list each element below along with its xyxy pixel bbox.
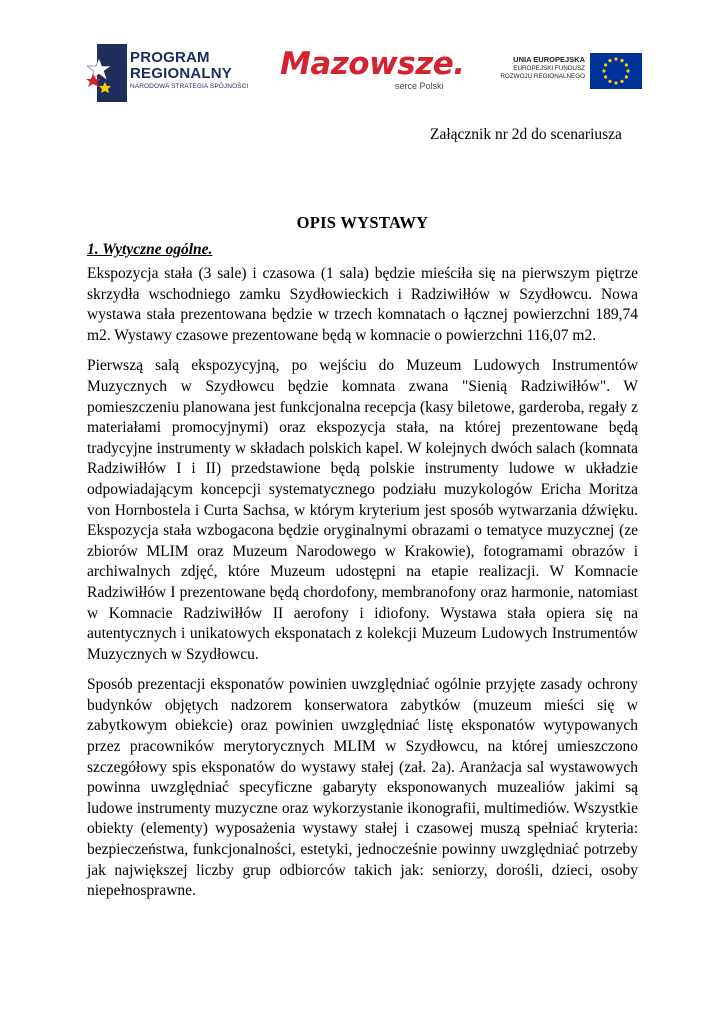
paragraph-3: Sposób prezentacji eksponatów powinien uwzględniać ogólnie przyjęte zasady ochrony budynków objętych nadzorem konserwatora zabytków (muzeum mieści się w zabytkowym obiekcie) oraz powinien uwzględniać listę eksponatów wytypowanych przez pracowników merytorycznych MLIM w Szydłowcu, na której umieszczono szczegółowy spis eksponatów do wystawy stałej (zał. 2a). Aranżacja sal wystawowych powinna uwzględniać specyficzne gabaryty eksponowanych muzealiów jakimi są ludowe instrumenty muzyczne oraz wykorzystanie ikonografii, multimediów. Wszystkie obiekty (elementy) wyposażenia wystawy stałej i czasowej muszą spełniać kryteria: bezpieczeństwa, funkcjonalności, estetyki, jednocześnie powinny uwzględniać potrzeby jak największej liczby grup odbiorców takich jak: seniorzy, dorośli, dzieci, osoby niepełnosprawne. [87, 676, 638, 900]
eu-logo-line1: UNIA EUROPEJSKA [513, 55, 585, 64]
paragraph-2: Pierwszą salą ekspozycyjną, po wejściu do Muzeum Ludowych Instrumentów Muzycznych w Szydłowcu będzie komnata zwana "Sienią Radziwiłłów". W pomieszczeniu planowana jest funkcjonalna recepcja (kasy biletowe, garderoba, regały z materiałami promocyjnymi) oraz ekspozycja stała, na której prezentowane będą tradycyjne instrumenty w składach polskich kapel. W kolejnych dwóch salach (komnata Radziwiłłów I i II) przedstawione będą polskie instrumenty ludowe w układzie odpowiadającym koncepcji systematycznego podziału muzykologów Ericha Moritza von Hornbostela i Curta Sachsa, w którym kryterium jest sposób wytwarzania dźwięku. Ekspozycja stała wzbogacona będzie oryginalnymi obrazami o tematyce muzycznej (ze zbiorów MLIM oraz Muzeum Narodowego w Krakowie), fotogramami obrazów i archiwalnych zdjęć, które Muzeum udostępni na etapie realizacji. W Komnacie Radziwiłłów I prezentowane będą chordofony, membranofony oraz harmonie, natomiast w Komnacie Radziwiłłów II aerofony i idiofony. Wystawa stała opiera się na autentycznych i unikatowych eksponatach z kolekcji Muzeum Ludowych Instrumentów Muzycznych w Szydłowcu. [87, 357, 638, 663]
program-regionalny-logo [85, 44, 270, 102]
eu-logo [490, 53, 640, 93]
paragraph-1: Ekspozycja stała (3 sale) i czasowa (1 sala) będzie mieściła się na pierwszym piętrze skrzydła wschodniego zamku Szydłowieckich i Radziwiłłów w Szydłowcu. Nowa wystawa stała prezentowana będzie w trzech komnatach o łącznej powierzchni 189,74 m2. Wystawy czasowe prezentowane będą w komnacie o powierzchni 116,07 m2. [87, 265, 638, 344]
page-title: OPIS WYSTAWY [296, 213, 429, 232]
program-logo-line3: NARODOWA STRATEGIA SPÓJNOŚCI [130, 83, 249, 90]
section-heading: 1. Wytyczne ogólne. [87, 241, 213, 258]
eu-logo-text [490, 55, 585, 81]
document-body [87, 264, 638, 912]
mazowsze-subtitle: serce Polski [395, 81, 444, 91]
mazowsze-logo [280, 46, 470, 102]
program-logo-text [130, 50, 248, 92]
program-logo-line1: PROGRAM [130, 49, 210, 66]
mazowsze-wordmark: Mazowsze. [280, 46, 465, 82]
program-star-icon [85, 44, 127, 102]
eu-logo-line2: EUROPEJSKI FUNDUSZ [513, 65, 585, 72]
eu-flag-icon [590, 53, 642, 89]
program-logo-line2: REGIONALNY [130, 65, 233, 82]
logo-bar [85, 36, 645, 106]
eu-logo-line3: ROZWOJU REGIONALNEGO [500, 73, 585, 80]
annex-label: Załącznik nr 2d do scenariusza [430, 126, 622, 143]
